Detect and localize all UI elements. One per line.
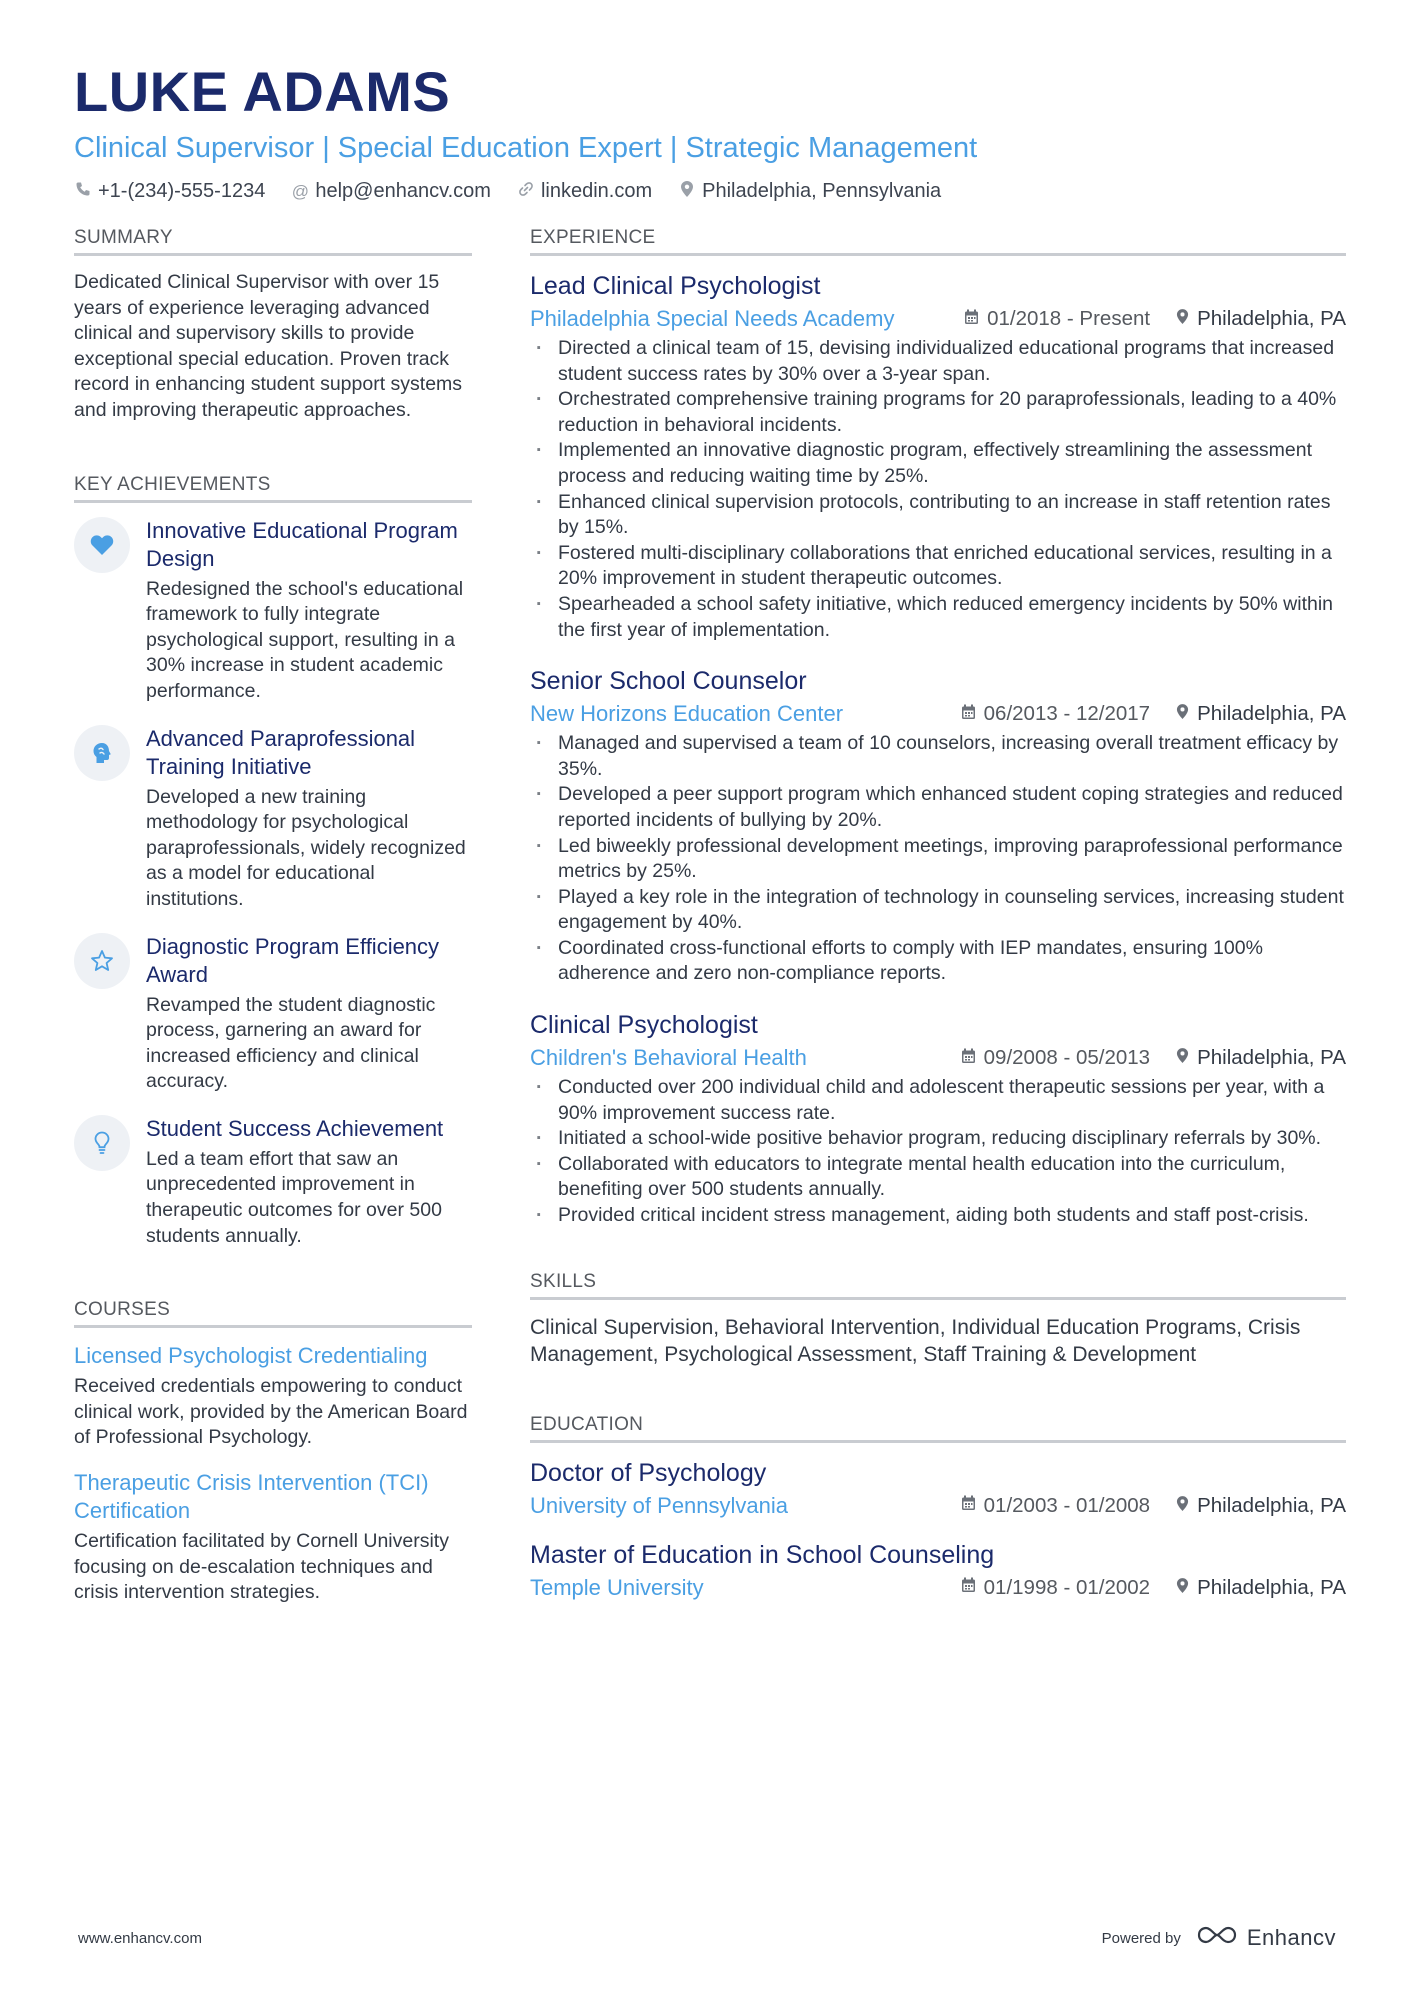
star-icon [74,933,130,989]
job-meta [530,306,1346,332]
job-meta [530,1045,1346,1071]
skills-text: Clinical Supervision, Behavioral Intervention, Individual Education Programs, Crisis Management, Psychological Assessment, Staff Training & Development [530,1315,1301,1366]
job-bullet: · Spearheaded a school safety initiative, which reduced emergency incidents by 50% within the first year of implementation. [530,592,1346,643]
job-date-text: 06/2013 - 12/2017 [983,702,1151,726]
job-entry [530,1009,1346,1229]
job-bullet: · Collaborated with educators to integrate mental health education into the curriculum, benefiting over 500 students annually. [530,1152,1346,1203]
job-meta [530,701,1346,727]
email-text: help@enhancv.com [315,180,491,202]
course-title: Therapeutic Crisis Intervention (TCI) Certification [74,1470,429,1524]
job-location-text: Philadelphia, PA [1197,307,1346,330]
education-entry [530,1457,1346,1519]
school-name: Temple University [530,1574,704,1600]
education-date-text: 01/2003 - 01/2008 [983,1493,1151,1517]
job-location-text: Philadelphia, PA [1197,702,1346,726]
education-location [1176,1576,1346,1600]
job-location-text: Philadelphia, PA [1197,1046,1346,1070]
job-title: Senior School Counselor [530,667,807,696]
job-bullets [530,336,1346,643]
achievement-item [74,933,472,1095]
summary-heading: SUMMARY [74,227,472,256]
phone-text: +1-(234)-555-1234 [98,180,266,202]
job-bullet: · Coordinated cross-functional efforts to comply with IEP mandates, ensuring 100% adherence and zero non-compliance reports. [530,936,1346,987]
location-text: Philadelphia, Pennsylvania [702,180,942,202]
footer-brand [1102,1924,1336,1952]
education-location-text: Philadelphia, PA [1197,1575,1346,1599]
job-date [964,307,1150,331]
map-pin-icon [678,180,696,203]
map-pin-icon [1176,1047,1189,1069]
job-bullet: · Conducted over 200 individual child and adolescent therapeutic sessions per year, with a 90% improvement success rate. [530,1075,1346,1126]
education-date [961,1494,1150,1518]
job-bullet: · Provided critical incident stress management, aiding both students and staff post-crisis. [530,1203,1346,1229]
achievement-item [74,517,472,705]
calendar-icon [961,1495,976,1516]
map-pin-icon [1176,1577,1189,1599]
brand-name: Enhancv [1246,1925,1336,1950]
summary-text: Dedicated Clinical Supervisor with over 15 years of experience leveraging advanced clinical and supervisory skills to provide exceptional special education. Proven track record in enhancing student support systems and improving therapeutic approaches. [74,271,463,421]
achievement-desc: Developed a new training methodology for psychological paraprofessionals, widely recognized as a model for educational institutions. [146,785,466,910]
achievement-title: Diagnostic Program Efficiency Award [146,933,440,987]
achievement-item [74,725,472,913]
education-location [1176,1494,1346,1518]
job-bullet: · Enhanced clinical supervision protocols, contributing to an increase in staff retention rates by 15%. [530,490,1346,541]
achievements-heading: KEY ACHIEVEMENTS [74,474,472,503]
job-bullet: · Initiated a school-wide positive behavior program, reducing disciplinary referrals by 30%. [530,1126,1346,1152]
job-entry [530,270,1346,643]
education-meta [530,1575,1346,1601]
job-date [961,702,1150,726]
courses-heading: COURSES [74,1299,472,1328]
contact-email[interactable] [291,180,491,203]
right-column [530,227,1346,1624]
education-date-text: 01/1998 - 01/2002 [983,1575,1151,1599]
job-entry [530,665,1346,987]
contact-bar [74,180,1336,203]
job-bullet: · Orchestrated comprehensive training programs for 20 paraprofessionals, leading to a 40% reduction in behavioral incidents. [530,387,1346,438]
job-company: Children's Behavioral Health [530,1045,807,1071]
job-company: Philadelphia Special Needs Academy [530,306,895,331]
calendar-icon [961,1048,976,1069]
footer-website[interactable]: www.enhancv.com [78,1929,202,1947]
achievement-title: Advanced Paraprofessional Training Initiative [146,725,416,779]
course-desc: Certification facilitated by Cornell University focusing on de-escalation techniques and crisis intervention strategies. [74,1530,449,1604]
course-item [74,1469,472,1606]
achievement-title: Student Success Achievement [146,1115,444,1141]
job-title: Clinical Psychologist [530,1011,758,1040]
calendar-icon [961,704,976,725]
job-bullet: · Led biweekly professional development meetings, improving paraprofessional performance metrics by 25%. [530,834,1346,885]
contact-phone[interactable] [74,180,265,203]
school-name: University of Pennsylvania [530,1492,789,1518]
enhancv-logo[interactable] [1195,1924,1336,1952]
job-location [1176,1046,1346,1070]
calendar-icon [964,309,979,330]
job-bullet: · Directed a clinical team of 15, devising individualized educational programs that increased student success rates by 30% over a 3-year span. [530,336,1346,387]
education-heading: EDUCATION [530,1414,1346,1443]
job-bullets [530,1075,1346,1229]
job-location [1176,702,1346,726]
degree-title: Doctor of Psychology [530,1458,767,1487]
job-bullet: · Played a key role in the integration of technology in counseling services, increasing student engagement by 40%. [530,885,1346,936]
phone-icon [74,181,92,202]
achievement-desc: Led a team effort that saw an unprecedented improvement in therapeutic outcomes for over 500 students annually. [146,1147,442,1247]
map-pin-icon [1176,1495,1189,1517]
job-bullet: · Managed and supervised a team of 10 counselors, increasing overall treatment efficacy by 35%. [530,731,1346,782]
linkedin-text: linkedin.com [540,180,653,202]
job-bullet: · Implemented an innovative diagnostic program, effectively streamlining the assessment process and reducing waiting time by 25%. [530,438,1346,489]
education-meta [530,1493,1346,1519]
job-date-text: 09/2008 - 05/2013 [983,1046,1151,1070]
job-bullet: · Fostered multi-disciplinary collaborations that enriched educational services, resulting in a 20% improvement in student therapeutic outcomes. [530,541,1346,592]
at-icon: @ [291,181,309,201]
job-bullet: · Developed a peer support program which enhanced student coping strategies and reduced reported incidents of bullying by 20%. [530,782,1346,833]
achievement-desc: Redesigned the school's educational framework to fully integrate psychological support, resulting in a 30% increase in student academic performance. [146,577,464,702]
two-column-body [74,227,1346,1624]
achievement-title: Innovative Educational Program Design [146,517,458,571]
contact-location [678,180,941,203]
achievement-desc: Revamped the student diagnostic process, garnering an award for increased efficiency and clinical accuracy. [146,993,436,1093]
experience-heading: EXPERIENCE [530,227,1346,256]
heart-icon [74,517,130,573]
link-icon [517,181,535,202]
course-title: Licensed Psychologist Credentialing [74,1343,428,1369]
education-date [961,1576,1150,1600]
achievement-item [74,1115,472,1249]
calendar-icon [961,1577,976,1598]
infinity-logo-icon [1195,1924,1239,1952]
job-location [1176,307,1346,331]
course-desc: Received credentials empowering to conduct clinical work, provided by the American Board of Professional Psychology. [74,1375,468,1449]
lightbulb-icon [74,1115,130,1171]
map-pin-icon [1176,703,1189,725]
footer [78,1924,1336,1952]
map-pin-icon [1176,308,1189,330]
job-title: Lead Clinical Psychologist [530,272,821,300]
powered-by-text: Powered by [1101,1929,1181,1947]
headline: Clinical Supervisor | Special Education Expert | Strategic Management [74,132,978,164]
left-column [74,227,472,1624]
job-company: New Horizons Education Center [530,701,844,727]
job-date [961,1046,1150,1070]
education-entry [530,1539,1346,1601]
job-date-text: 01/2018 - Present [987,307,1151,330]
degree-title: Master of Education in School Counseling [530,1540,995,1569]
brain-icon [74,725,130,781]
education-location-text: Philadelphia, PA [1197,1493,1346,1517]
skills-heading: SKILLS [530,1271,1346,1300]
candidate-name: LUKE ADAMS [74,60,451,123]
job-bullets [530,731,1346,987]
course-item [74,1342,472,1451]
contact-linkedin[interactable] [517,180,652,203]
